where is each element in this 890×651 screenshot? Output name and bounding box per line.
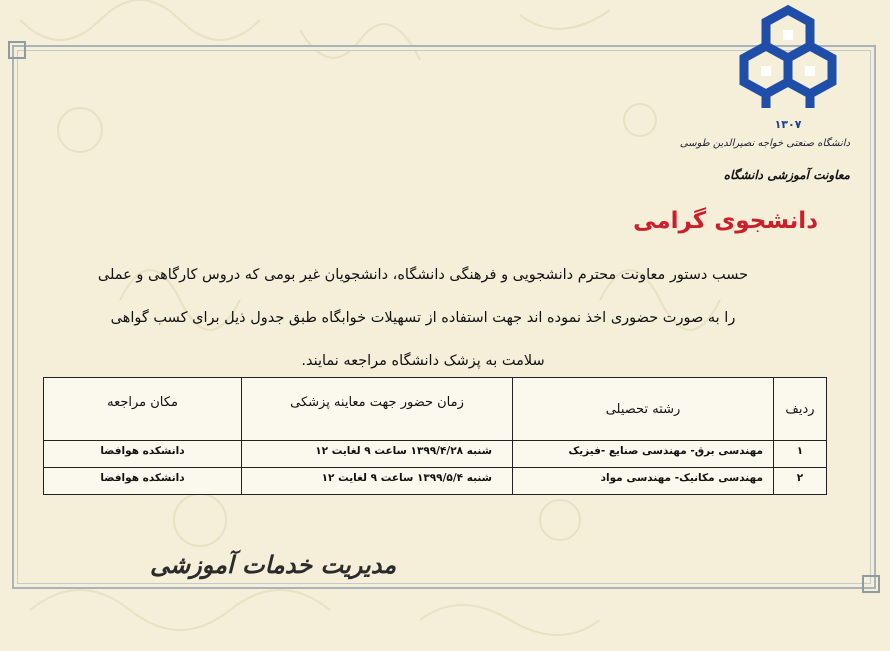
signature-text: مدیریت خدمات آموزشی [150,550,397,579]
department-name: معاونت آموزشی دانشگاه [723,168,850,182]
logo-year: ۱۳۰۷ [774,118,802,131]
table-row [44,468,827,495]
row-field: مهندسی مکانیک- مهندسی مواد [513,468,774,495]
header-index: ردیف [774,378,827,441]
greeting-heading: دانشجوی گرامی [633,208,818,234]
row-place: دانشکده هوافضا [44,468,242,495]
notice-line: حسب دستور معاونت محترم دانشجویی و فرهنگی دانشگاه، دانشجویان غیر بومی که دروس کارگاهی و عملی [97,267,749,283]
notice-line: سلامت به پزشک دانشگاه مراجعه نمایند. [301,353,545,369]
header-place [44,378,242,441]
row-field: مهندسی برق- مهندسی صنایع -فیزیک [513,441,774,468]
university-logo [679,2,850,198]
row-index: ۲ [774,468,827,495]
row-time: شنبه ۱۳۹۹/۵/۴ ساعت ۹ لغایت ۱۲ [242,468,513,495]
header-time-label: زمان حضور جهت معاینه پزشکی [290,394,464,410]
header-field: رشته تحصیلی [513,378,774,441]
row-index: ۱ [774,441,827,468]
header-time [242,378,513,441]
frame-corner [862,575,880,593]
notice-line: را به صورت حضوری اخذ نموده اند جهت استفاده از تسهیلات خوابگاه طبق جدول ذیل برای کسب گواهی [110,310,736,326]
table-row [44,441,827,468]
table-header-row [44,378,827,441]
schedule-table [43,377,827,495]
frame-corner [8,41,26,59]
row-time: شنبه ۱۳۹۹/۴/۲۸ ساعت ۹ لغایت ۱۲ [242,441,513,468]
notice-paragraph [28,254,818,383]
university-name: دانشگاه صنعتی خواجه نصیرالدین طوسی [679,138,850,149]
logo-emblem-icon [732,2,844,114]
header-place-label: مکان مراجعه [107,394,178,410]
row-place: دانشکده هوافضا [44,441,242,468]
